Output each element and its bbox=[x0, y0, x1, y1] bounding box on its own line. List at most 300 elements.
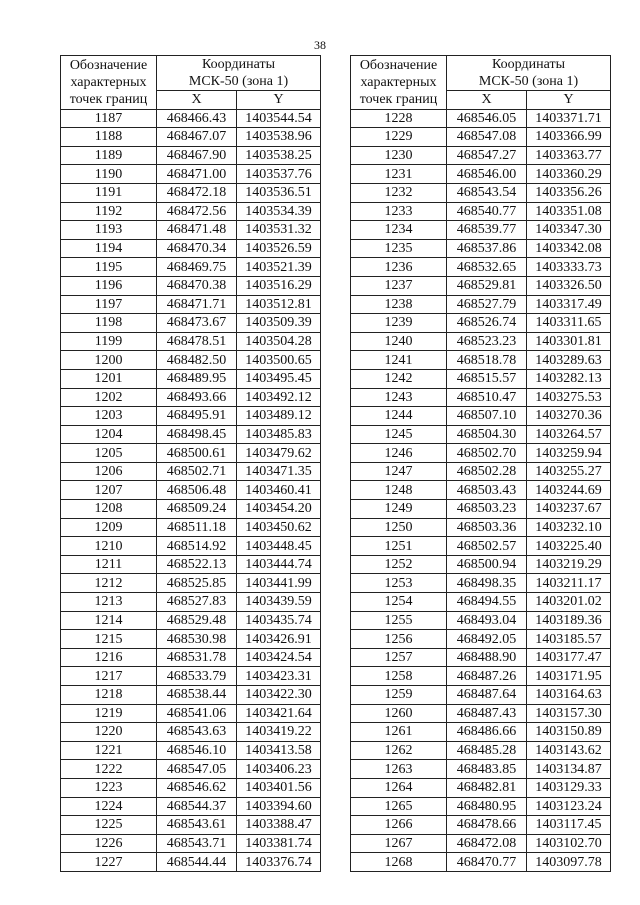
x-coordinate-cell: 468467.90 bbox=[157, 146, 237, 165]
y-coordinate-cell: 1403450.62 bbox=[237, 518, 321, 537]
table-row bbox=[61, 611, 321, 630]
point-id-cell: 1220 bbox=[61, 723, 157, 742]
point-id-cell: 1254 bbox=[351, 593, 447, 612]
table-row bbox=[351, 853, 611, 872]
y-coordinate-cell: 1403371.71 bbox=[527, 109, 611, 128]
table-row bbox=[61, 425, 321, 444]
table-row bbox=[351, 648, 611, 667]
x-coordinate-cell: 468494.55 bbox=[447, 593, 527, 612]
x-header: X bbox=[447, 91, 527, 110]
y-coordinate-cell: 1403489.12 bbox=[237, 407, 321, 426]
table-row bbox=[351, 221, 611, 240]
table-row bbox=[61, 760, 321, 779]
x-coordinate-cell: 468469.75 bbox=[157, 258, 237, 277]
table-row bbox=[351, 518, 611, 537]
table-row bbox=[351, 741, 611, 760]
y-coordinate-cell: 1403360.29 bbox=[527, 165, 611, 184]
x-coordinate-cell: 468467.07 bbox=[157, 128, 237, 147]
point-id-cell: 1228 bbox=[351, 109, 447, 128]
table-row bbox=[61, 630, 321, 649]
y-coordinate-cell: 1403381.74 bbox=[237, 834, 321, 853]
y-coordinate-cell: 1403435.74 bbox=[237, 611, 321, 630]
x-coordinate-cell: 468537.86 bbox=[447, 239, 527, 258]
y-coordinate-cell: 1403333.73 bbox=[527, 258, 611, 277]
point-id-cell: 1249 bbox=[351, 500, 447, 519]
point-id-cell: 1229 bbox=[351, 128, 447, 147]
designation-header-line: точек границ bbox=[359, 91, 438, 107]
x-coordinate-cell: 468523.23 bbox=[447, 332, 527, 351]
table-row bbox=[61, 741, 321, 760]
table-row bbox=[61, 276, 321, 295]
table-row bbox=[61, 704, 321, 723]
y-coordinate-cell: 1403275.53 bbox=[527, 388, 611, 407]
y-coordinate-cell: 1403342.08 bbox=[527, 239, 611, 258]
x-coordinate-cell: 468529.81 bbox=[447, 276, 527, 295]
x-coordinate-cell: 468486.66 bbox=[447, 723, 527, 742]
x-coordinate-cell: 468538.44 bbox=[157, 686, 237, 705]
table-row bbox=[351, 295, 611, 314]
table-row bbox=[351, 276, 611, 295]
y-coordinate-cell: 1403492.12 bbox=[237, 388, 321, 407]
designation-header bbox=[351, 56, 447, 110]
point-id-cell: 1259 bbox=[351, 686, 447, 705]
table-row bbox=[61, 295, 321, 314]
table-row bbox=[61, 314, 321, 333]
point-id-cell: 1196 bbox=[61, 276, 157, 295]
x-coordinate-cell: 468539.77 bbox=[447, 221, 527, 240]
point-id-cell: 1243 bbox=[351, 388, 447, 407]
table-row bbox=[351, 462, 611, 481]
point-id-cell: 1195 bbox=[61, 258, 157, 277]
y-coordinate-cell: 1403129.33 bbox=[527, 778, 611, 797]
x-coordinate-cell: 468507.10 bbox=[447, 407, 527, 426]
x-coordinate-cell: 468489.95 bbox=[157, 369, 237, 388]
point-id-cell: 1226 bbox=[61, 834, 157, 853]
point-id-cell: 1189 bbox=[61, 146, 157, 165]
y-coordinate-cell: 1403189.36 bbox=[527, 611, 611, 630]
point-id-cell: 1251 bbox=[351, 537, 447, 556]
table-row bbox=[61, 853, 321, 872]
x-coordinate-cell: 468471.71 bbox=[157, 295, 237, 314]
x-coordinate-cell: 468498.45 bbox=[157, 425, 237, 444]
x-coordinate-cell: 468509.24 bbox=[157, 500, 237, 519]
x-coordinate-cell: 468478.51 bbox=[157, 332, 237, 351]
point-id-cell: 1198 bbox=[61, 314, 157, 333]
y-coordinate-cell: 1403171.95 bbox=[527, 667, 611, 686]
point-id-cell: 1206 bbox=[61, 462, 157, 481]
point-id-cell: 1210 bbox=[61, 537, 157, 556]
table-row bbox=[351, 611, 611, 630]
x-coordinate-cell: 468502.57 bbox=[447, 537, 527, 556]
point-id-cell: 1250 bbox=[351, 518, 447, 537]
y-coordinate-cell: 1403232.10 bbox=[527, 518, 611, 537]
table-row bbox=[351, 500, 611, 519]
x-coordinate-cell: 468503.23 bbox=[447, 500, 527, 519]
table-row bbox=[351, 258, 611, 277]
x-coordinate-cell: 468543.61 bbox=[157, 816, 237, 835]
point-id-cell: 1227 bbox=[61, 853, 157, 872]
x-coordinate-cell: 468543.71 bbox=[157, 834, 237, 853]
point-id-cell: 1264 bbox=[351, 778, 447, 797]
x-coordinate-cell: 468473.67 bbox=[157, 314, 237, 333]
point-id-cell: 1248 bbox=[351, 481, 447, 500]
point-id-cell: 1218 bbox=[61, 686, 157, 705]
designation-header-line: характерных bbox=[360, 74, 437, 90]
point-id-cell: 1261 bbox=[351, 723, 447, 742]
y-coordinate-cell: 1403255.27 bbox=[527, 462, 611, 481]
y-coordinate-cell: 1403301.81 bbox=[527, 332, 611, 351]
y-coordinate-cell: 1403102.70 bbox=[527, 834, 611, 853]
y-coordinate-cell: 1403150.89 bbox=[527, 723, 611, 742]
x-coordinate-cell: 468546.05 bbox=[447, 109, 527, 128]
y-coordinate-cell: 1403485.83 bbox=[237, 425, 321, 444]
point-id-cell: 1240 bbox=[351, 332, 447, 351]
table-row bbox=[351, 686, 611, 705]
point-id-cell: 1201 bbox=[61, 369, 157, 388]
point-id-cell: 1236 bbox=[351, 258, 447, 277]
table-row bbox=[61, 667, 321, 686]
x-coordinate-cell: 468502.71 bbox=[157, 462, 237, 481]
point-id-cell: 1202 bbox=[61, 388, 157, 407]
x-coordinate-cell: 468503.43 bbox=[447, 481, 527, 500]
table-row bbox=[61, 537, 321, 556]
point-id-cell: 1230 bbox=[351, 146, 447, 165]
y-coordinate-cell: 1403534.39 bbox=[237, 202, 321, 221]
x-coordinate-cell: 468485.28 bbox=[447, 741, 527, 760]
point-id-cell: 1223 bbox=[61, 778, 157, 797]
x-coordinate-cell: 468487.43 bbox=[447, 704, 527, 723]
y-coordinate-cell: 1403504.28 bbox=[237, 332, 321, 351]
x-coordinate-cell: 468540.77 bbox=[447, 202, 527, 221]
point-id-cell: 1215 bbox=[61, 630, 157, 649]
table-row bbox=[351, 128, 611, 147]
table-row bbox=[351, 314, 611, 333]
point-id-cell: 1247 bbox=[351, 462, 447, 481]
y-coordinate-cell: 1403185.57 bbox=[527, 630, 611, 649]
x-coordinate-cell: 468543.63 bbox=[157, 723, 237, 742]
table-body bbox=[61, 109, 321, 871]
y-coordinate-cell: 1403356.26 bbox=[527, 183, 611, 202]
y-coordinate-cell: 1403471.35 bbox=[237, 462, 321, 481]
y-coordinate-cell: 1403134.87 bbox=[527, 760, 611, 779]
x-coordinate-cell: 468502.28 bbox=[447, 462, 527, 481]
point-id-cell: 1217 bbox=[61, 667, 157, 686]
x-coordinate-cell: 468529.48 bbox=[157, 611, 237, 630]
y-coordinate-cell: 1403097.78 bbox=[527, 853, 611, 872]
table-row bbox=[351, 202, 611, 221]
x-coordinate-cell: 468488.90 bbox=[447, 648, 527, 667]
point-id-cell: 1225 bbox=[61, 816, 157, 835]
y-coordinate-cell: 1403264.57 bbox=[527, 425, 611, 444]
x-coordinate-cell: 468511.18 bbox=[157, 518, 237, 537]
x-coordinate-cell: 468472.18 bbox=[157, 183, 237, 202]
table-row bbox=[351, 332, 611, 351]
coordinates-header bbox=[157, 56, 321, 91]
table-row bbox=[61, 723, 321, 742]
x-coordinate-cell: 468533.79 bbox=[157, 667, 237, 686]
table-row bbox=[351, 481, 611, 500]
y-coordinate-cell: 1403376.74 bbox=[237, 853, 321, 872]
point-id-cell: 1203 bbox=[61, 407, 157, 426]
x-coordinate-cell: 468527.83 bbox=[157, 593, 237, 612]
y-coordinate-cell: 1403311.65 bbox=[527, 314, 611, 333]
point-id-cell: 1232 bbox=[351, 183, 447, 202]
table-row bbox=[61, 109, 321, 128]
table-row bbox=[61, 183, 321, 202]
point-id-cell: 1219 bbox=[61, 704, 157, 723]
point-id-cell: 1242 bbox=[351, 369, 447, 388]
designation-header-line: Обозначение bbox=[359, 57, 438, 73]
x-coordinate-cell: 468525.85 bbox=[157, 574, 237, 593]
point-id-cell: 1187 bbox=[61, 109, 157, 128]
point-id-cell: 1209 bbox=[61, 518, 157, 537]
y-coordinate-cell: 1403123.24 bbox=[527, 797, 611, 816]
y-coordinate-cell: 1403282.13 bbox=[527, 369, 611, 388]
x-coordinate-cell: 468546.62 bbox=[157, 778, 237, 797]
x-header: X bbox=[157, 91, 237, 110]
point-id-cell: 1256 bbox=[351, 630, 447, 649]
table-row bbox=[61, 686, 321, 705]
point-id-cell: 1258 bbox=[351, 667, 447, 686]
table-row bbox=[61, 444, 321, 463]
x-coordinate-cell: 468504.30 bbox=[447, 425, 527, 444]
coordinates-table-left bbox=[60, 55, 321, 872]
point-id-cell: 1241 bbox=[351, 351, 447, 370]
x-coordinate-cell: 468522.13 bbox=[157, 555, 237, 574]
point-id-cell: 1235 bbox=[351, 239, 447, 258]
x-coordinate-cell: 468471.00 bbox=[157, 165, 237, 184]
y-coordinate-cell: 1403448.45 bbox=[237, 537, 321, 556]
y-coordinate-cell: 1403495.45 bbox=[237, 369, 321, 388]
point-id-cell: 1222 bbox=[61, 760, 157, 779]
y-coordinate-cell: 1403143.62 bbox=[527, 741, 611, 760]
y-header: Y bbox=[237, 91, 321, 110]
y-coordinate-cell: 1403366.99 bbox=[527, 128, 611, 147]
y-coordinate-cell: 1403419.22 bbox=[237, 723, 321, 742]
y-coordinate-cell: 1403424.54 bbox=[237, 648, 321, 667]
y-coordinate-cell: 1403317.49 bbox=[527, 295, 611, 314]
point-id-cell: 1211 bbox=[61, 555, 157, 574]
y-coordinate-cell: 1403347.30 bbox=[527, 221, 611, 240]
y-coordinate-cell: 1403439.59 bbox=[237, 593, 321, 612]
point-id-cell: 1199 bbox=[61, 332, 157, 351]
table-row bbox=[351, 723, 611, 742]
y-coordinate-cell: 1403394.60 bbox=[237, 797, 321, 816]
table-row bbox=[351, 183, 611, 202]
point-id-cell: 1255 bbox=[351, 611, 447, 630]
x-coordinate-cell: 468470.34 bbox=[157, 239, 237, 258]
coordinates-table-right bbox=[350, 55, 611, 872]
point-id-cell: 1204 bbox=[61, 425, 157, 444]
x-coordinate-cell: 468472.56 bbox=[157, 202, 237, 221]
table-row bbox=[351, 760, 611, 779]
point-id-cell: 1262 bbox=[351, 741, 447, 760]
table-row bbox=[351, 165, 611, 184]
table-row bbox=[61, 369, 321, 388]
table-row bbox=[351, 778, 611, 797]
y-coordinate-cell: 1403444.74 bbox=[237, 555, 321, 574]
y-coordinate-cell: 1403201.02 bbox=[527, 593, 611, 612]
x-coordinate-cell: 468500.61 bbox=[157, 444, 237, 463]
table-row bbox=[61, 165, 321, 184]
y-coordinate-cell: 1403460.41 bbox=[237, 481, 321, 500]
x-coordinate-cell: 468478.66 bbox=[447, 816, 527, 835]
x-coordinate-cell: 468470.38 bbox=[157, 276, 237, 295]
point-id-cell: 1245 bbox=[351, 425, 447, 444]
x-coordinate-cell: 468526.74 bbox=[447, 314, 527, 333]
point-id-cell: 1234 bbox=[351, 221, 447, 240]
table-body bbox=[351, 109, 611, 871]
x-coordinate-cell: 468487.26 bbox=[447, 667, 527, 686]
table-row bbox=[61, 258, 321, 277]
y-coordinate-cell: 1403423.31 bbox=[237, 667, 321, 686]
point-id-cell: 1238 bbox=[351, 295, 447, 314]
point-id-cell: 1231 bbox=[351, 165, 447, 184]
point-id-cell: 1207 bbox=[61, 481, 157, 500]
y-coordinate-cell: 1403225.40 bbox=[527, 537, 611, 556]
y-coordinate-cell: 1403536.51 bbox=[237, 183, 321, 202]
table-row bbox=[61, 500, 321, 519]
y-coordinate-cell: 1403177.47 bbox=[527, 648, 611, 667]
page-number: 38 bbox=[314, 38, 326, 52]
x-coordinate-cell: 468482.81 bbox=[447, 778, 527, 797]
y-coordinate-cell: 1403509.39 bbox=[237, 314, 321, 333]
table-row bbox=[351, 407, 611, 426]
y-coordinate-cell: 1403244.69 bbox=[527, 481, 611, 500]
y-coordinate-cell: 1403326.50 bbox=[527, 276, 611, 295]
table-row bbox=[61, 146, 321, 165]
point-id-cell: 1239 bbox=[351, 314, 447, 333]
x-coordinate-cell: 468544.37 bbox=[157, 797, 237, 816]
table-row bbox=[351, 369, 611, 388]
y-coordinate-cell: 1403441.99 bbox=[237, 574, 321, 593]
y-coordinate-cell: 1403401.56 bbox=[237, 778, 321, 797]
point-id-cell: 1200 bbox=[61, 351, 157, 370]
point-id-cell: 1213 bbox=[61, 593, 157, 612]
y-coordinate-cell: 1403259.94 bbox=[527, 444, 611, 463]
x-coordinate-cell: 468502.70 bbox=[447, 444, 527, 463]
x-coordinate-cell: 468530.98 bbox=[157, 630, 237, 649]
coordinates-header-line: МСК-50 (зона 1) bbox=[188, 74, 289, 89]
table-row bbox=[351, 109, 611, 128]
table-row bbox=[61, 797, 321, 816]
point-id-cell: 1224 bbox=[61, 797, 157, 816]
table-row bbox=[61, 202, 321, 221]
table-row bbox=[351, 388, 611, 407]
table-row bbox=[61, 834, 321, 853]
table-row bbox=[61, 128, 321, 147]
y-coordinate-cell: 1403422.30 bbox=[237, 686, 321, 705]
y-coordinate-cell: 1403537.76 bbox=[237, 165, 321, 184]
y-coordinate-cell: 1403211.17 bbox=[527, 574, 611, 593]
x-coordinate-cell: 468503.36 bbox=[447, 518, 527, 537]
point-id-cell: 1252 bbox=[351, 555, 447, 574]
y-coordinate-cell: 1403219.29 bbox=[527, 555, 611, 574]
y-coordinate-cell: 1403289.63 bbox=[527, 351, 611, 370]
point-id-cell: 1194 bbox=[61, 239, 157, 258]
point-id-cell: 1260 bbox=[351, 704, 447, 723]
x-coordinate-cell: 468547.08 bbox=[447, 128, 527, 147]
point-id-cell: 1237 bbox=[351, 276, 447, 295]
x-coordinate-cell: 468480.95 bbox=[447, 797, 527, 816]
point-id-cell: 1265 bbox=[351, 797, 447, 816]
y-coordinate-cell: 1403164.63 bbox=[527, 686, 611, 705]
point-id-cell: 1263 bbox=[351, 760, 447, 779]
point-id-cell: 1192 bbox=[61, 202, 157, 221]
x-coordinate-cell: 468506.48 bbox=[157, 481, 237, 500]
point-id-cell: 1197 bbox=[61, 295, 157, 314]
table-row bbox=[61, 574, 321, 593]
point-id-cell: 1267 bbox=[351, 834, 447, 853]
table-row bbox=[351, 593, 611, 612]
table-row bbox=[351, 630, 611, 649]
x-coordinate-cell: 468471.48 bbox=[157, 221, 237, 240]
x-coordinate-cell: 468531.78 bbox=[157, 648, 237, 667]
table-row bbox=[61, 648, 321, 667]
table-row bbox=[351, 574, 611, 593]
table-row bbox=[61, 518, 321, 537]
point-id-cell: 1191 bbox=[61, 183, 157, 202]
designation-header bbox=[61, 56, 157, 110]
designation-header-line: точек границ bbox=[69, 91, 148, 107]
x-coordinate-cell: 468544.44 bbox=[157, 853, 237, 872]
table-row bbox=[351, 444, 611, 463]
y-coordinate-cell: 1403512.81 bbox=[237, 295, 321, 314]
table-row bbox=[61, 555, 321, 574]
table-row bbox=[351, 555, 611, 574]
x-coordinate-cell: 468527.79 bbox=[447, 295, 527, 314]
x-coordinate-cell: 468472.08 bbox=[447, 834, 527, 853]
point-id-cell: 1216 bbox=[61, 648, 157, 667]
point-id-cell: 1208 bbox=[61, 500, 157, 519]
point-id-cell: 1212 bbox=[61, 574, 157, 593]
y-coordinate-cell: 1403521.39 bbox=[237, 258, 321, 277]
y-coordinate-cell: 1403157.30 bbox=[527, 704, 611, 723]
y-coordinate-cell: 1403531.32 bbox=[237, 221, 321, 240]
table-row bbox=[61, 407, 321, 426]
y-coordinate-cell: 1403544.54 bbox=[237, 109, 321, 128]
coordinates-header bbox=[447, 56, 611, 91]
point-id-cell: 1205 bbox=[61, 444, 157, 463]
x-coordinate-cell: 468492.05 bbox=[447, 630, 527, 649]
x-coordinate-cell: 468482.50 bbox=[157, 351, 237, 370]
table-row bbox=[61, 778, 321, 797]
point-id-cell: 1190 bbox=[61, 165, 157, 184]
table-row bbox=[61, 351, 321, 370]
y-coordinate-cell: 1403516.29 bbox=[237, 276, 321, 295]
table-row bbox=[351, 146, 611, 165]
table-row bbox=[61, 481, 321, 500]
x-coordinate-cell: 468493.04 bbox=[447, 611, 527, 630]
x-coordinate-cell: 468546.00 bbox=[447, 165, 527, 184]
x-coordinate-cell: 468547.27 bbox=[447, 146, 527, 165]
table-row bbox=[61, 388, 321, 407]
coordinates-header-line: МСК-50 (зона 1) bbox=[478, 74, 579, 89]
x-coordinate-cell: 468470.77 bbox=[447, 853, 527, 872]
y-coordinate-cell: 1403426.91 bbox=[237, 630, 321, 649]
y-coordinate-cell: 1403117.45 bbox=[527, 816, 611, 835]
y-header: Y bbox=[527, 91, 611, 110]
x-coordinate-cell: 468483.85 bbox=[447, 760, 527, 779]
x-coordinate-cell: 468466.43 bbox=[157, 109, 237, 128]
y-coordinate-cell: 1403237.67 bbox=[527, 500, 611, 519]
point-id-cell: 1244 bbox=[351, 407, 447, 426]
table-row bbox=[351, 704, 611, 723]
table-row bbox=[61, 332, 321, 351]
coordinates-header-line: Координаты bbox=[202, 57, 275, 72]
point-id-cell: 1268 bbox=[351, 853, 447, 872]
x-coordinate-cell: 468495.91 bbox=[157, 407, 237, 426]
